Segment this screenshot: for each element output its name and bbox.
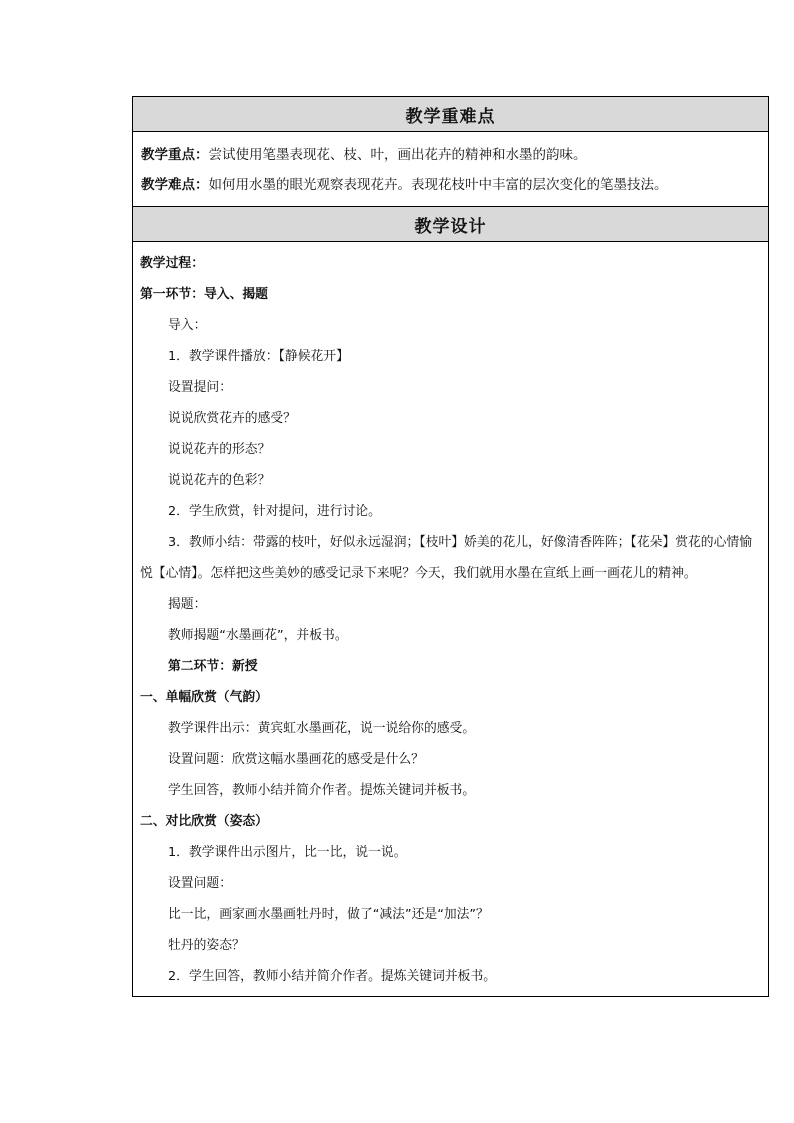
design-line: 1．教学课件出示图片，比一比，说一说。 — [168, 845, 407, 860]
design-title: 教学设计 — [414, 216, 487, 237]
design-line: 设置问题： — [168, 876, 232, 891]
design-line: 1．教学课件播放：【静候花开】 — [168, 349, 349, 364]
difficulty-label: 教学难点： — [141, 177, 209, 193]
difficulty-line — [141, 170, 760, 200]
design-line: 2．学生回答，教师小结并简介作者。提炼关键词并板书。 — [168, 969, 497, 984]
design-line: 导入： — [168, 318, 207, 333]
key-difficulty-content — [133, 132, 768, 207]
key-point-text: 尝试使用笔墨表现花、枝、叶，画出花卉的精神和水墨的韵味。 — [208, 147, 587, 163]
design-line: 设置提问： — [168, 380, 232, 395]
design-line: 说说欣赏花卉的感受？ — [168, 411, 296, 426]
design-line: 揭题： — [168, 597, 207, 612]
design-line: 第一环节：导入、揭题 — [140, 287, 268, 302]
design-line: 教学过程： — [140, 256, 204, 271]
design-line: 牡丹的姿态？ — [168, 938, 245, 953]
design-line: 教师揭题“水墨画花”，并板书。 — [168, 628, 348, 643]
design-line: 2．学生欣赏，针对提问，进行讨论。 — [168, 504, 381, 519]
key-point-label: 教学重点： — [141, 147, 209, 163]
design-line: 比一比，画家画水墨画牡丹时，做了“减法”还是“加法”？ — [168, 907, 489, 922]
difficulty-text: 如何用水墨的眼光观察表现花卉。表现花枝叶中丰富的层次变化的笔墨技法。 — [208, 177, 668, 193]
design-line: 学生回答，教师小结并简介作者。提炼关键词并板书。 — [168, 783, 476, 798]
key-difficulty-header — [133, 97, 768, 132]
design-line: 说说花卉的形态？ — [168, 442, 271, 457]
design-line: 说说花卉的色彩？ — [168, 473, 271, 488]
design-line: 第二环节：新授 — [168, 659, 258, 674]
design-line: 教学课件出示：黄宾虹水墨画花，说一说给你的感受。 — [168, 721, 476, 736]
key-difficulty-title: 教学重难点 — [405, 106, 496, 127]
lesson-plan-table — [132, 96, 769, 997]
design-line: 一、单幅欣赏（气韵） — [140, 690, 268, 705]
key-point-line — [141, 140, 760, 170]
design-line: 3．教师小结：带露的枝叶，好似永远湿润；【枝叶】娇美的花儿，好像清香阵阵；【花朵】赏花的心情愉悦【心情】。怎样把这些美妙的感受记录下来呢？今天，我们就用水墨在宣纸上画一画花儿的精神。 — [140, 535, 752, 581]
design-header — [133, 207, 768, 242]
design-line: 二、对比欣赏（姿态） — [140, 814, 268, 829]
design-line: 设置问题：欣赏这幅水墨画花的感受是什么？ — [168, 752, 424, 767]
design-content — [133, 242, 768, 996]
